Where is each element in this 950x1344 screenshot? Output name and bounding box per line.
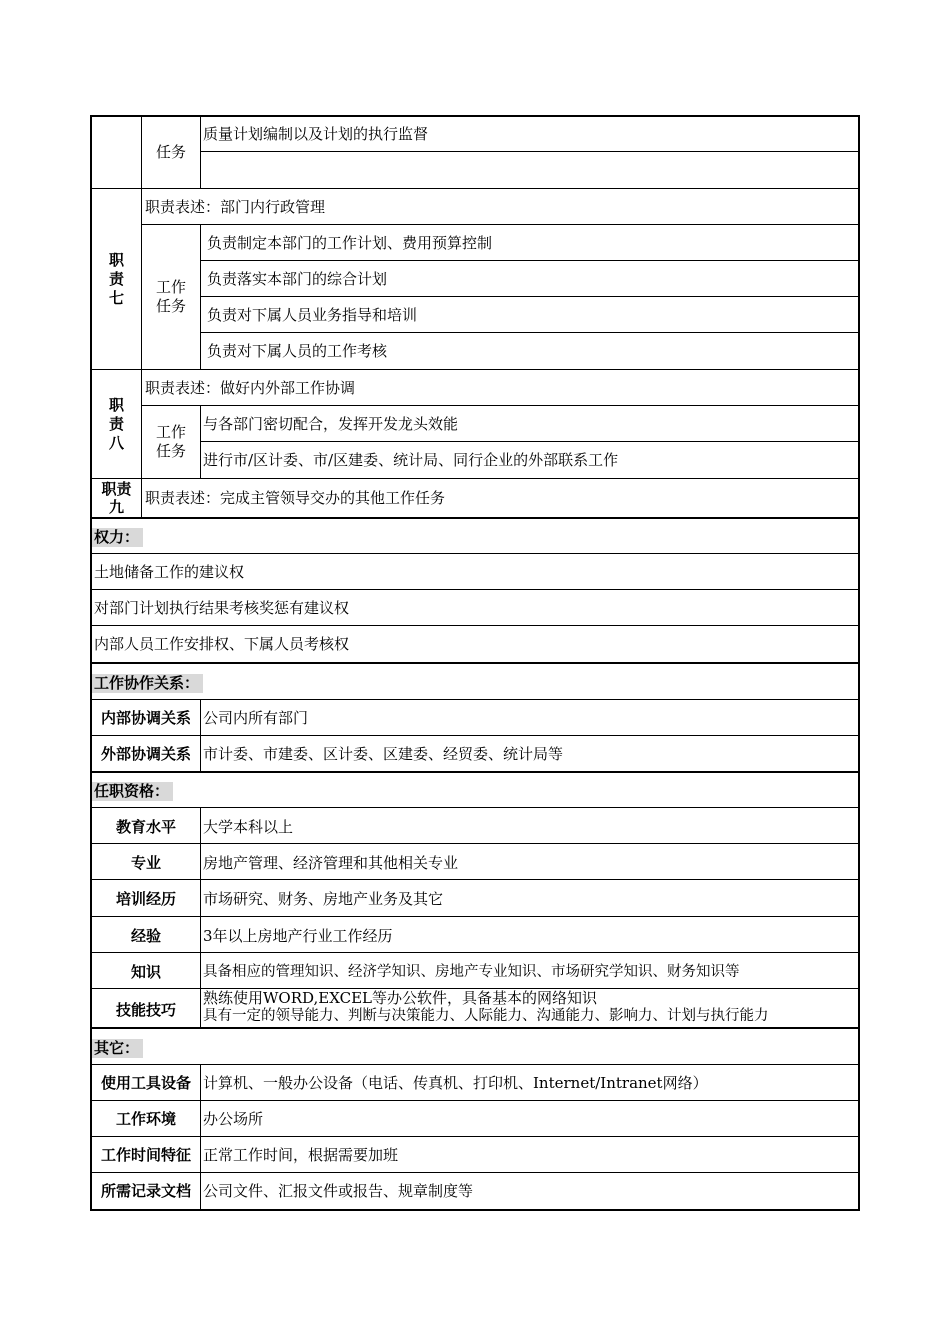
section-line [90,662,860,664]
power-item: 内部人员工作安排权、下属人员考核权 [94,635,350,653]
other-value: 正常工作时间，根据需要加班 [203,1146,399,1164]
row-line [200,260,860,261]
label-divider [200,807,201,1028]
skills-label: 技能技巧 [115,1001,176,1019]
row-line [90,807,860,808]
row-line [90,1172,860,1173]
other-value: 公司文件、汇报文件或报告、规章制度等 [203,1182,474,1200]
row-line [90,952,860,953]
section-line [90,1027,860,1029]
task-item: 负责制定本部门的工作计划、费用预算控制 [207,234,493,252]
duty-description: 职责表述：部门内行政管理 [145,198,326,216]
row-line [200,151,860,152]
relations-header: 工作协作关系： [92,674,203,693]
row-line [90,843,860,844]
row-line [200,332,860,333]
power-item: 对部门计划执行结果考核奖惩有建议权 [94,599,350,617]
qualification-label: 教育水平 [115,818,176,836]
qualification-value: 房地产管理、经济管理和其他相关专业 [203,854,459,872]
qualification-label: 知识 [130,963,161,981]
qualification-label: 经验 [130,927,161,945]
relation-label: 外部协调关系 [100,745,191,763]
row-line [141,405,860,406]
qualification-value: 3年以上房地产行业工作经历 [203,927,393,945]
duty-nine-label: 职责 九 [101,480,132,516]
row-line [90,589,860,590]
job-description-table [90,115,860,1211]
row-line [90,916,860,917]
row-line [90,1136,860,1137]
other-value: 计算机、一般办公设备（电话、传真机、打印机、Internet/Intranet网络） [203,1074,708,1092]
relation-value: 市计委、市建委、区计委、区建委、经贸委、统计局等 [203,745,564,763]
row-line [90,478,860,479]
task-label: 工作 任务 [155,423,186,460]
table-border-top [90,115,860,117]
duty-eight-label: 职 责 八 [108,396,124,452]
row-line [90,1100,860,1101]
section-line [90,517,860,519]
row-line [90,188,860,189]
skills-line: 熟练使用WORD,EXCEL等办公软件，具备基本的网络知识 [203,989,598,1007]
task-item: 负责对下属人员业务指导和培训 [207,306,418,324]
row-line [90,735,860,736]
row-line [200,441,860,442]
other-label: 工作时间特征 [100,1146,191,1164]
row-line [90,369,860,370]
other-label: 使用工具设备 [100,1074,191,1092]
other-label: 所需记录文档 [100,1182,191,1200]
relation-label: 内部协调关系 [100,709,191,727]
task-item: 进行市/区计委、市/区建委、统计局、同行企业的外部联系工作 [203,451,619,469]
qualification-value: 大学本科以上 [203,818,294,836]
task-item: 负责对下属人员的工作考核 [207,342,388,360]
row-line [200,296,860,297]
other-label: 工作环境 [115,1110,176,1128]
label-divider [200,1064,201,1210]
qualification-value: 具备相应的管理知识、经济学知识、房地产专业知识、市场研究学知识、财务知识等 [203,964,740,980]
duty-seven-label: 职 责 七 [108,251,124,307]
row-line [90,879,860,880]
others-header: 其它： [92,1039,143,1058]
skills-line: 具有一定的领导能力、判断与决策能力、人际能力、沟通能力、影响力、计划与执行能力 [203,1008,769,1024]
task-item: 与各部门密切配合，发挥开发龙头效能 [203,415,459,433]
qualifications-header: 任职资格： [92,782,173,801]
qualification-label: 专业 [130,854,161,872]
duty-description: 职责表述：完成主管领导交办的其他工作任务 [145,489,446,507]
task-item: 质量计划编制以及计划的执行监督 [203,125,429,143]
row-line [90,553,860,554]
other-value: 办公场所 [203,1110,264,1128]
relation-value: 公司内所有部门 [203,709,309,727]
qualification-value: 市场研究、财务、房地产业务及其它 [203,890,444,908]
task-item: 负责落实本部门的综合计划 [207,270,388,288]
table-border-bottom [90,1209,860,1211]
task-label: 任务 [155,143,186,161]
task-label: 工作 任务 [155,278,186,315]
row-line [90,625,860,626]
qualification-label: 培训经历 [115,890,176,908]
row-line [90,1064,860,1065]
row-line [90,699,860,700]
power-item: 土地储备工作的建议权 [94,563,245,581]
duty-description: 职责表述：做好内外部工作协调 [145,379,356,397]
section-line [90,771,860,773]
powers-header: 权力： [92,528,143,547]
row-line [141,224,860,225]
